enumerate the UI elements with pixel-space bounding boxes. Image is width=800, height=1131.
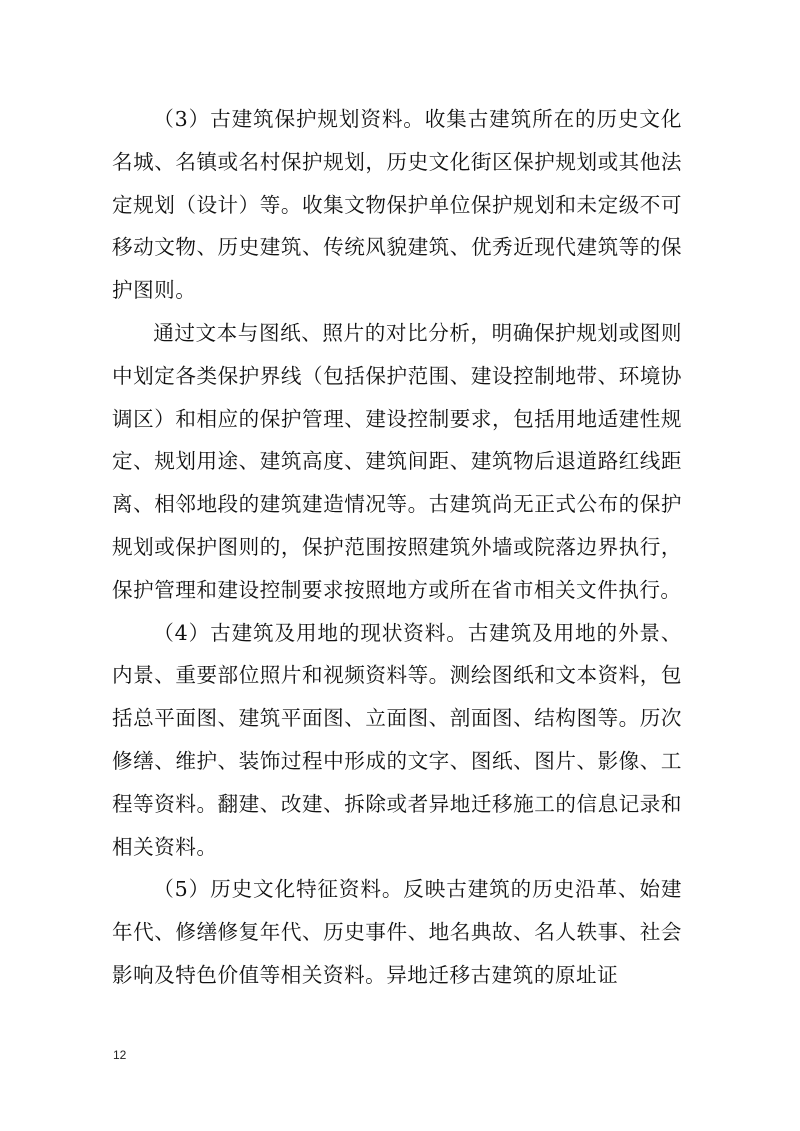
- paragraph-comparison-analysis: 通过文本与图纸、照片的对比分析，明确保护规划或图则中划定各类保护界线（包括保护范围、建设控制地带、环境协调区）和相应的保护管理、建设控制要求，包括用地适建性规定、规划用途、建筑高度、建筑间距、建筑物后退道路红线距离、相邻地段的建筑建造情况等。古建筑尚无正式公布的保护规划或保护图则的，保护范围按照建筑外墙或院落边界执行，保护管理和建设控制要求按照地方或所在省市相关文件执行。: [112, 320, 682, 602]
- paragraph-planning-materials: （3）古建筑保护规划资料。收集古建筑所在的历史文化名城、名镇或名村保护规划，历史文化街区保护规划或其他法定规划（设计）等。收集文物保护单位保护规划和未定级不可移动文物、历史建筑、传统风貌建筑、优秀近现代建筑等的保护图则。: [112, 107, 682, 303]
- paragraph-historical-cultural-materials: （5）历史文化特征资料。反映古建筑的历史沿革、始建年代、修缮修复年代、历史事件、地名典故、名人轶事、社会影响及特色价值等相关资料。异地迁移古建筑的原址证: [112, 877, 682, 987]
- body-text: [112, 98, 682, 997]
- paragraph-current-status-materials: （4）古建筑及用地的现状资料。古建筑及用地的外景、内景、重要部位照片和视频资料等。测绘图纸和文本资料，包括总平面图、建筑平面图、立面图、剖面图、结构图等。历次修缮、维护、装饰过程中形成的文字、图纸、图片、影像、工程等资料。翻建、改建、拆除或者异地迁移施工的信息记录和相关资料。: [112, 620, 682, 859]
- page-number: 12: [113, 1048, 127, 1062]
